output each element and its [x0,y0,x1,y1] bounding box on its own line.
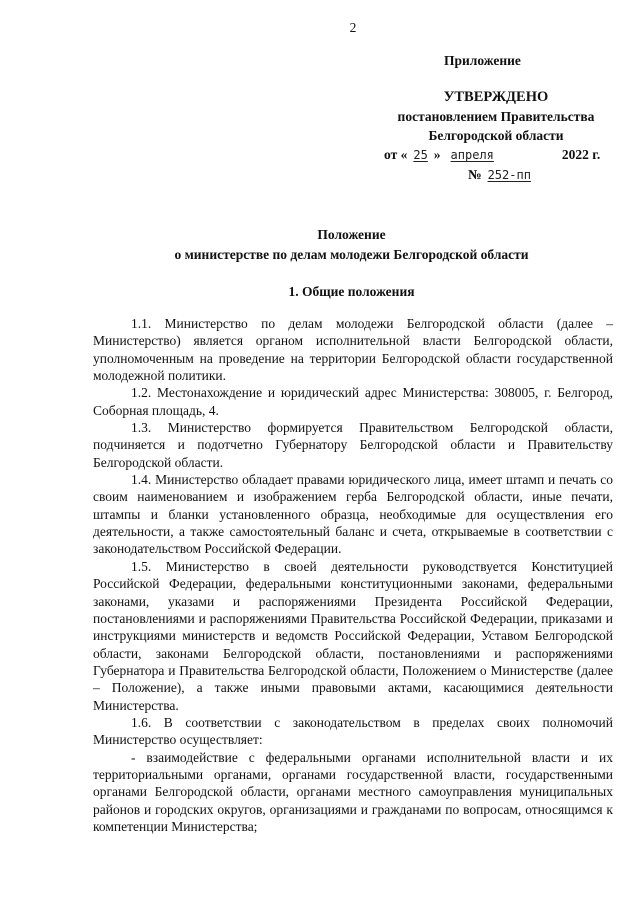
approval-block [376,88,616,185]
section-title: 1. Общие положения [288,284,415,299]
decree-number [376,165,616,185]
date-prefix: от « [384,147,408,162]
decree-line-2: Белгородской области [428,128,564,143]
paragraph-1-6-item-1: - взаимодействие с федеральными органами исполнительной власти и их территориальными органами, органами государственной власти, государственными органами Белгородской области, органами местного самоуправления муниципальных районов и городских округов, организациями и гражданами по вопросам, относящимся к компетенции Министерства; [93,749,613,834]
paragraph-1-6: 1.6. В соответствии с законодательством в пределах своих полномочий Министерство осуществляет: [93,714,613,748]
paragraph-1-2: 1.2. Местонахождение и юридический адрес Министерства: 308005, г. Белгород, Соборная площадь, 4. [93,385,613,418]
paragraph-1-5: 1.5. Министерство в своей деятельности руководствуется Конституцией Российской Федерации, федеральными конституционными законами, федеральными законами, указами и распоряжениями Президента Российской Федерации, постановлениями и распоряжениями Правительства Российской Федерации, приказами и инструкциями министерств и ведомств Российской Федерации, Уставом Белгородской области, законами Белгородской области, постановлениями и распоряжениями Губернатора и Правительства Белгородской области, Положением о Министерстве (далее – Положение), а также иными правовыми актами, касающимися деятельности Министерства. [93,558,613,713]
number-prefix: № [468,167,482,182]
paragraph-1-3: 1.3. Министерство формируется Правительством Белгородской области, подчиняется и подотчетно Губернатору Белгородской области и Правительству Белгородской области. [93,420,613,470]
date-year: 2022 г. [561,147,601,162]
paragraph-1-1: 1.1. Министерство по делам молодежи Белгородской области (далее – Министерство) является органом исполнительной власти Белгородской области, уполномоченным на проведение на территории Белгородской области государственной молодежной политики. [93,316,613,384]
date-mid: » [433,147,441,162]
date-month: апреля [450,148,494,162]
document-title [90,225,613,265]
decree-line-1: постановлением Правительства [397,109,595,124]
decree-date [376,145,616,165]
appendix-label: Приложение [444,53,521,68]
page-number: 2 [349,20,357,35]
number-value: 252-пп [487,168,531,182]
approved-label: УТВЕРЖДЕНО [443,89,549,105]
title-line-1: Положение [317,227,386,242]
date-day: 25 [413,148,428,162]
section-body [93,315,613,835]
title-line-2: о министерстве по делам молодежи Белгородской области [174,247,529,262]
paragraph-1-4: 1.4. Министерство обладает правами юридического лица, имеет штамп и печать со своим наименованием и изображением герба Белгородской области, иные печати, штампы и бланки установленного образца, необходимые для осуществления его деятельности, а также самостоятельный баланс и счета, открываемые в соответствии с законодательством Российской Федерации. [93,472,613,557]
